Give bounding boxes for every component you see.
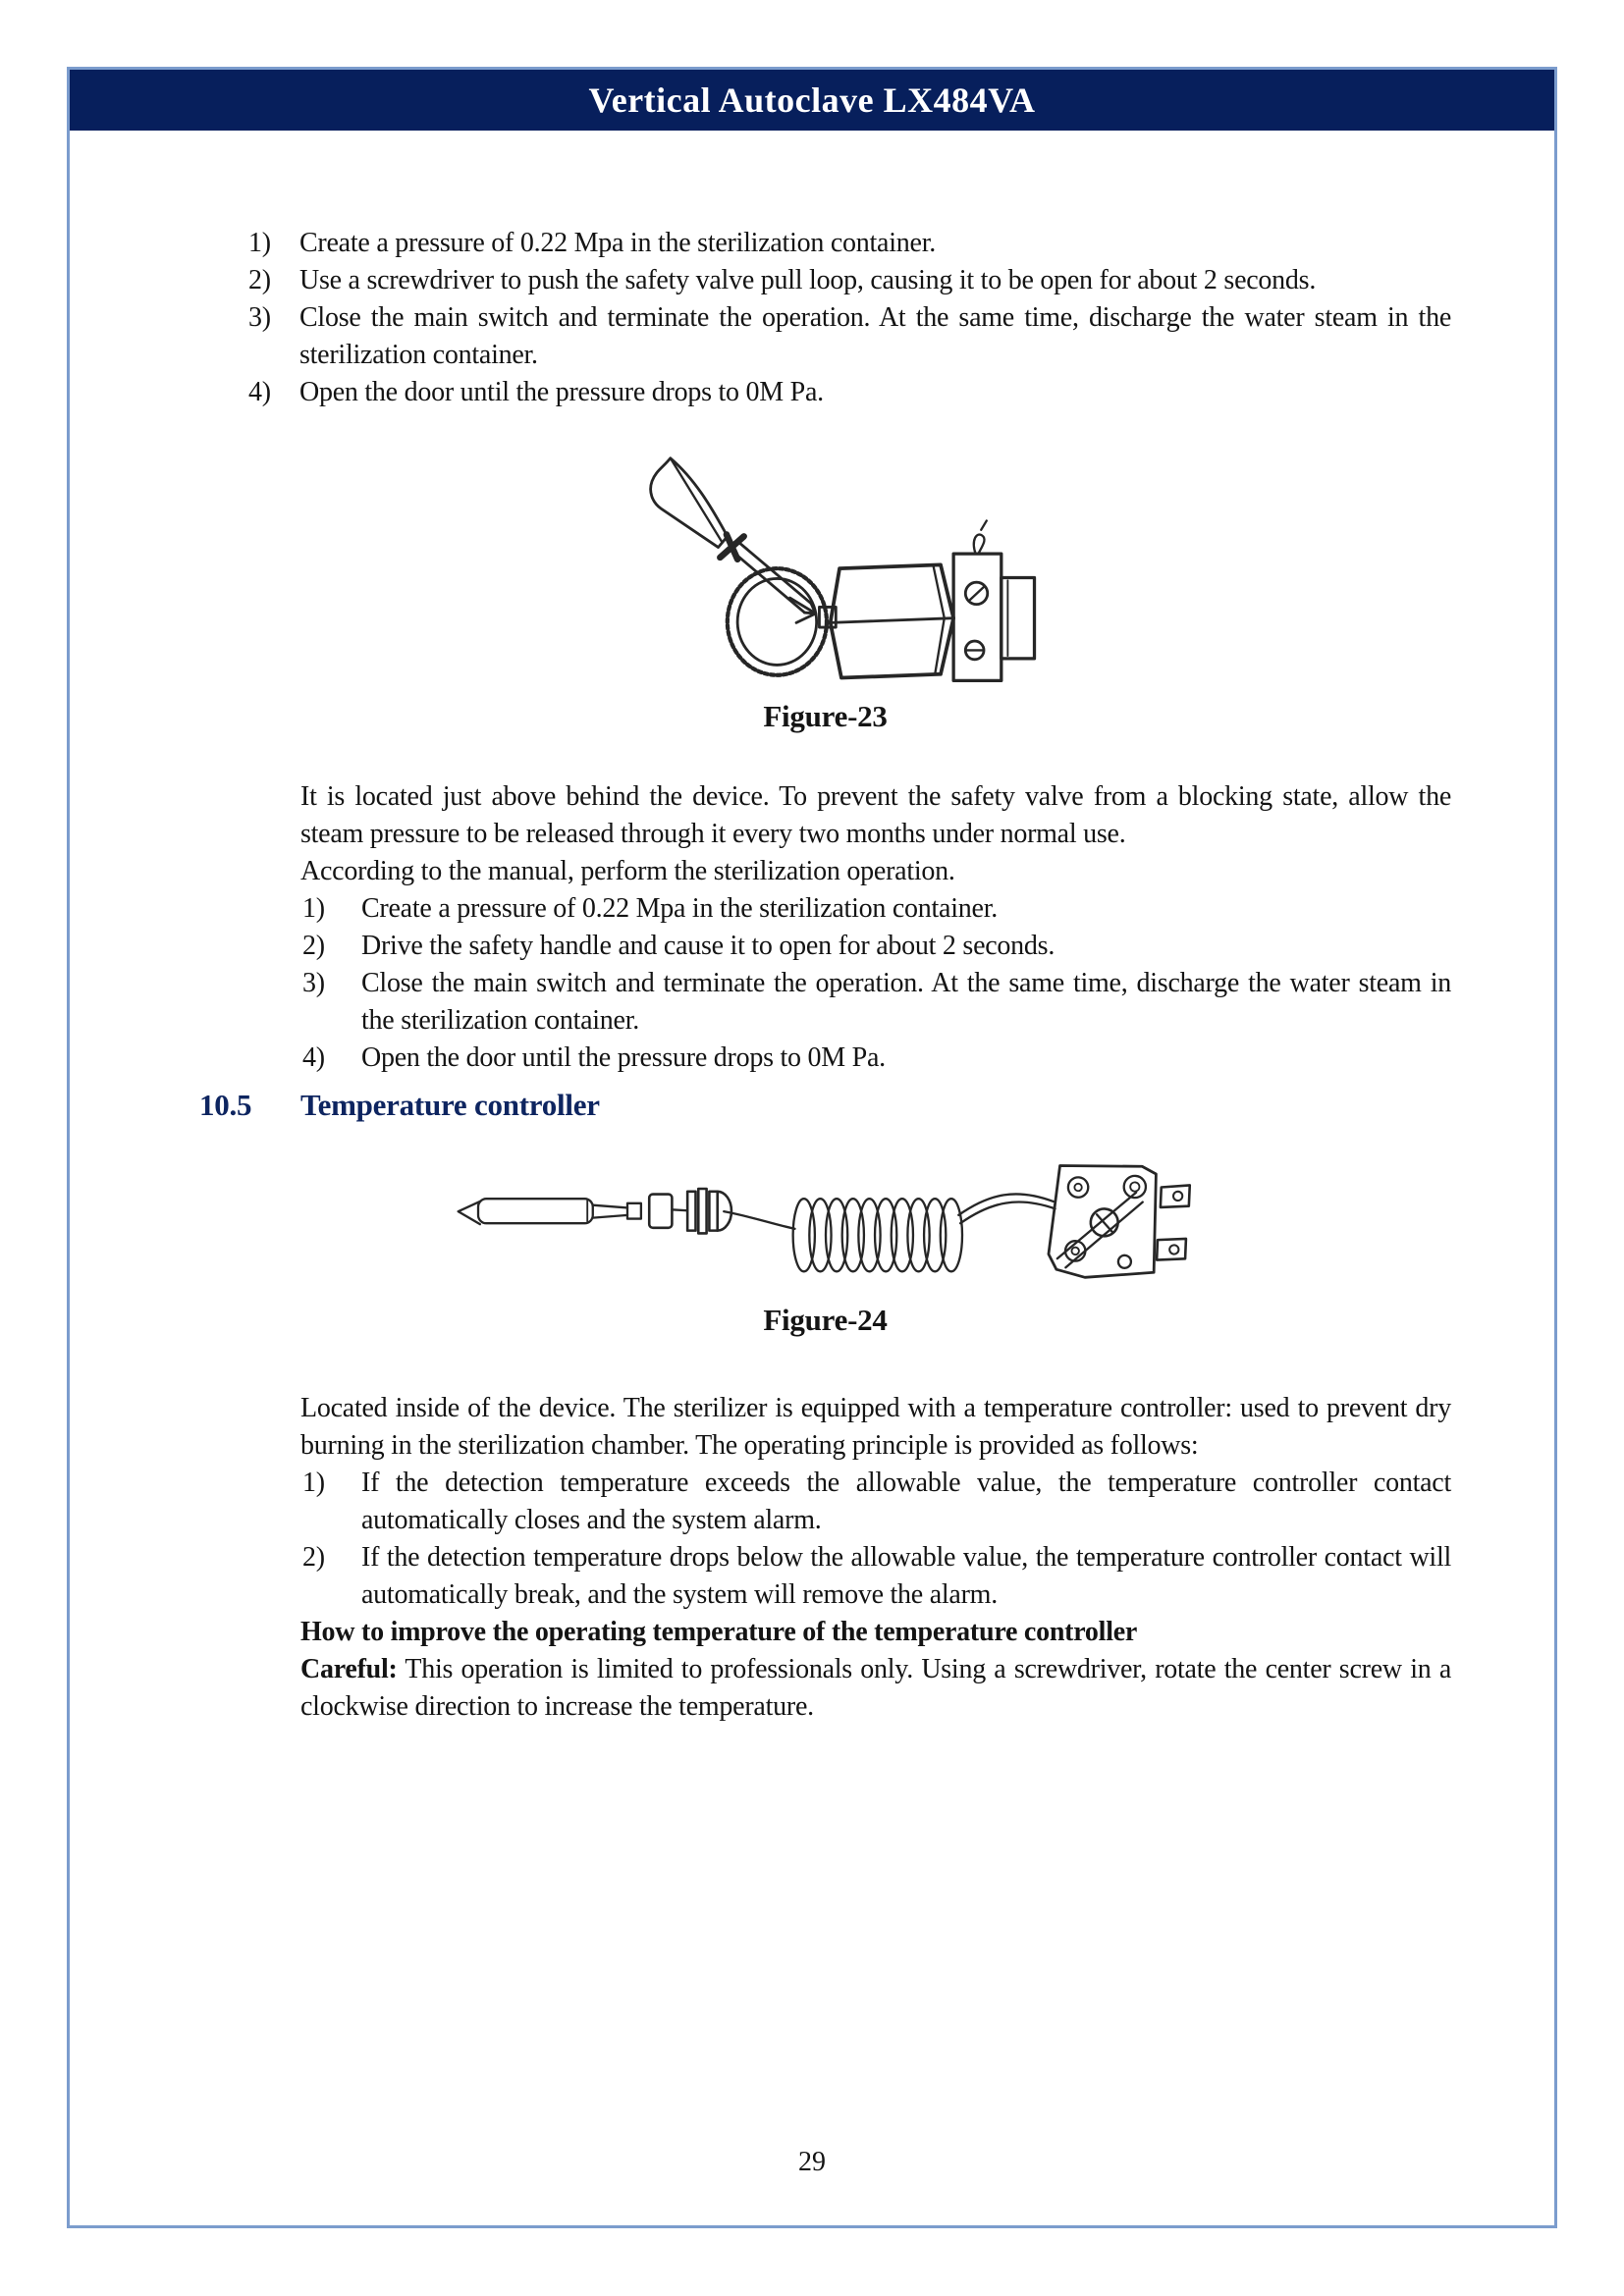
list-item-number: 2) — [302, 1542, 325, 1573]
header-bar — [70, 70, 1554, 131]
paragraph-safety-valve-location: It is located just above behind the device. To prevent the safety valve from a blocking state, allow the steam pressure to be released through it every two months under normal use. — [300, 781, 1451, 849]
list-item-text: Drive the safety handle and cause it to open for about 2 seconds. — [361, 931, 1056, 961]
list-item — [248, 374, 1451, 411]
list-item-number: 4) — [248, 377, 271, 407]
list-item — [302, 1539, 1451, 1614]
careful-label: Careful: — [300, 1654, 398, 1684]
list-item-text: Create a pressure of 0.22 Mpa in the sterilization container. — [299, 228, 936, 258]
list-item-text: Close the main switch and terminate the operation. At the same time, discharge the water steam in the sterilization container. — [299, 302, 1451, 370]
procedure-list-1 — [248, 225, 1451, 411]
list-item — [302, 1465, 1451, 1539]
list-item-number: 1) — [302, 893, 325, 924]
list-item-text: Open the door until the pressure drops to 0M Pa. — [299, 377, 824, 407]
list-item-number: 2) — [302, 931, 325, 961]
figure-24 — [199, 1151, 1451, 1339]
list-item — [248, 299, 1451, 374]
careful-note — [300, 1651, 1451, 1726]
list-item-number: 3) — [302, 968, 325, 998]
section-number: 10.5 — [199, 1088, 252, 1122]
list-item-text: Open the door until the pressure drops to 0M Pa. — [361, 1042, 886, 1073]
temperature-controller-drawing — [453, 1151, 1199, 1288]
list-item-number: 3) — [248, 302, 271, 333]
list-item-number: 1) — [248, 228, 271, 258]
list-item — [302, 890, 1451, 928]
list-item — [302, 928, 1451, 965]
list-item-number: 4) — [302, 1042, 325, 1073]
list-item-text: Close the main switch and terminate the operation. At the same time, discharge the water steam in the sterilization container. — [361, 968, 1451, 1036]
figure-23-caption: Figure-23 — [763, 699, 888, 733]
list-item-text: If the detection temperature drops below the allowable value, the temperature controller contact will automatically break, and the system will remove the alarm. — [361, 1542, 1451, 1610]
page-content — [70, 225, 1554, 1726]
list-item — [302, 1040, 1451, 1077]
paragraph-according-manual: According to the manual, perform the sterilization operation. — [300, 856, 955, 886]
content-frame — [67, 67, 1557, 2228]
safety-valve-drawing — [610, 451, 1042, 690]
procedure-list-2 — [302, 890, 1451, 1077]
list-item-number: 2) — [248, 265, 271, 295]
list-item — [248, 262, 1451, 299]
section-title: Temperature controller — [300, 1088, 600, 1122]
list-item-text: Create a pressure of 0.22 Mpa in the sterilization container. — [361, 893, 998, 924]
page-title: Vertical Autoclave LX484VA — [588, 80, 1036, 120]
section-heading-10-5 — [199, 1087, 1451, 1124]
how-to-improve-line: How to improve the operating temperature of the temperature controller — [300, 1617, 1138, 1647]
list-item — [248, 225, 1451, 262]
list-item-text: Use a screwdriver to push the safety valve pull loop, causing it to be open for about 2 seconds. — [299, 265, 1317, 295]
careful-text: This operation is limited to professionals only. Using a screwdriver, rotate the center screw in a clockwise direction to increase the temperature. — [300, 1654, 1451, 1722]
list-item-number: 1) — [302, 1468, 325, 1498]
figure-24-caption: Figure-24 — [763, 1303, 888, 1337]
operating-principle-list — [302, 1465, 1451, 1614]
list-item — [302, 965, 1451, 1040]
list-item-text: If the detection temperature exceeds the allowable value, the temperature controller contact automatically closes and the system alarm. — [361, 1468, 1451, 1535]
figure-23 — [199, 451, 1451, 735]
paragraph-temperature-controller: Located inside of the device. The sterilizer is equipped with a temperature controller: used to prevent dry burning in the sterilization chamber. The operating principle is provided as follows: — [300, 1393, 1451, 1461]
page-number: 29 — [798, 2147, 826, 2177]
